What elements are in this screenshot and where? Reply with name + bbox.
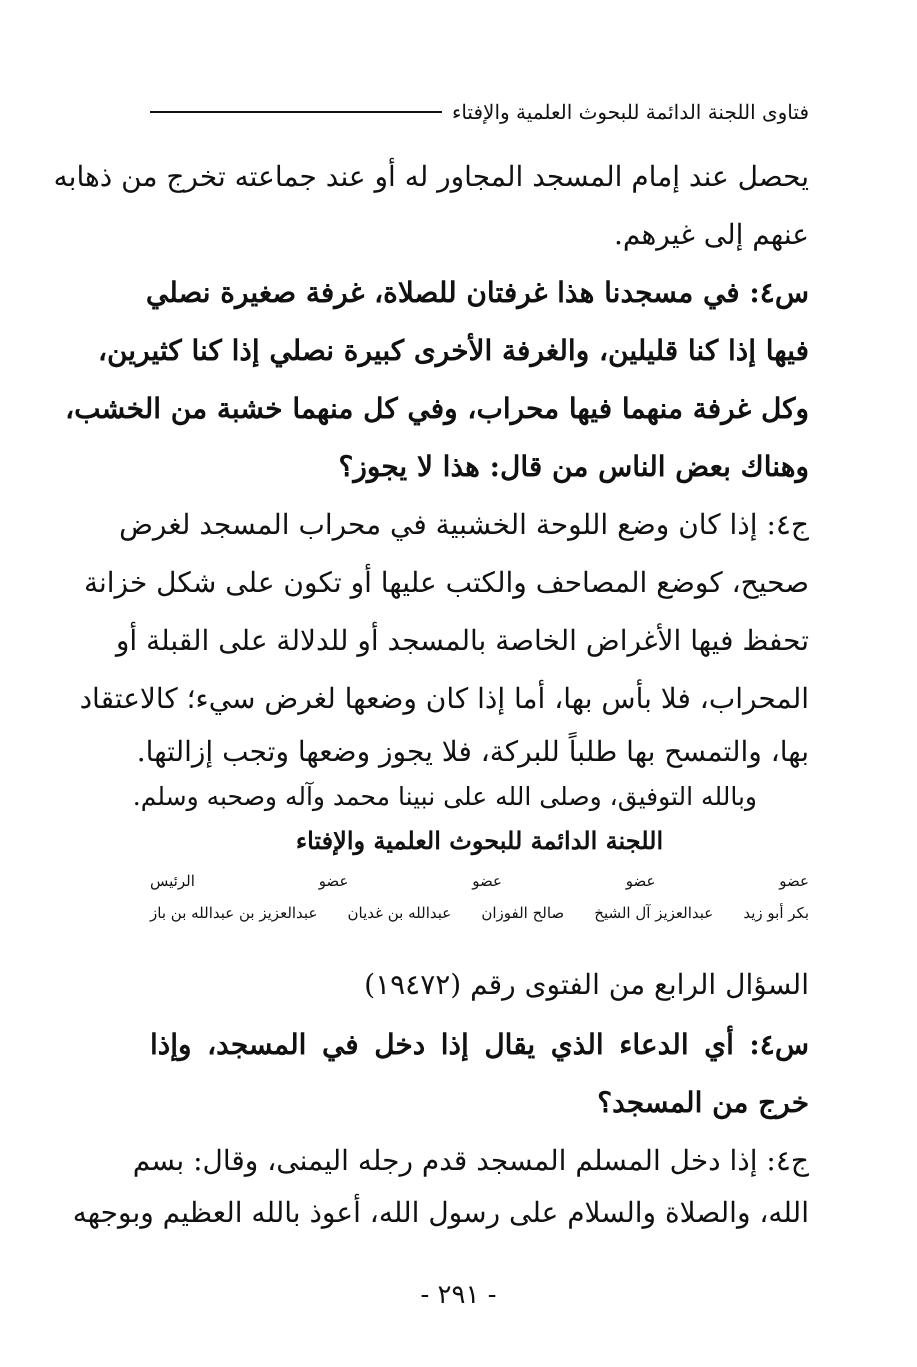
intro-line-2: عنهم إلى غيرهم. bbox=[614, 218, 809, 251]
answer-2-line-2: الله، والصلاة والسلام على رسول الله، أعوذ بالله العظيم وبوجهه bbox=[72, 1196, 809, 1229]
question-1-line-3: وكل غرفة منهما فيها محراب، وفي كل منهما خشبة من الخشب، bbox=[65, 392, 809, 425]
signature-name-3: صالح الفوزان bbox=[481, 904, 565, 922]
signature-name-1: بكر أبو زيد bbox=[743, 904, 809, 922]
question-1-line-4: وهناك بعض الناس من قال: هذا لا يجوز؟ bbox=[338, 450, 809, 483]
signature-name-5: عبدالعزيز بن عبدالله بن باز bbox=[150, 904, 318, 922]
fatwa-reference: السؤال الرابع من الفتوى رقم (١٩٤٧٢) bbox=[364, 968, 809, 1001]
signature-title-5: الرئيس bbox=[150, 872, 195, 890]
header-rule bbox=[150, 111, 442, 113]
answer-1-line-4: المحراب، فلا بأس بها، أما إذا كان وضعها لغرض سيء؛ كالاعتقاد bbox=[79, 682, 809, 715]
signature-name-2: عبدالعزيز آل الشيخ bbox=[594, 904, 714, 922]
answer-1-line-2: صحيح، كوضع المصاحف والكتب عليها أو تكون على شكل خزانة bbox=[83, 566, 809, 599]
header-title: فتاوى اللجنة الدائمة للبحوث العلمية والإفتاء bbox=[451, 100, 809, 124]
answer-2-line-1: ج٤: إذا دخل المسلم المسجد قدم رجله اليمنى، وقال: بسم bbox=[132, 1144, 809, 1177]
committee-name: اللجنة الدائمة للبحوث العلمية والإفتاء bbox=[295, 826, 664, 855]
question-2-line-2: خرج من المسجد؟ bbox=[597, 1086, 809, 1119]
question-1-line-2: فيها إذا كنا قليلين، والغرفة الأخرى كبيرة نصلي إذا كنا كثيرين، bbox=[97, 334, 809, 367]
signature-title-2: عضو bbox=[625, 872, 656, 890]
question-1-line-1: س٤: في مسجدنا هذا غرفتان للصلاة، غرفة صغيرة نصلي bbox=[145, 276, 809, 309]
answer-1-line-3: تحفظ فيها الأغراض الخاصة بالمسجد أو للدلالة على القبلة أو bbox=[115, 624, 809, 657]
answer-1-line-1: ج٤: إذا كان وضع اللوحة الخشبية في محراب المسجد لغرض bbox=[119, 508, 809, 541]
question-2-line-1: س٤: أي الدعاء الذي يقال إذا دخل في المسجد، وإذا bbox=[150, 1028, 809, 1061]
running-header bbox=[150, 100, 809, 124]
signature-title-3: عضو bbox=[472, 872, 502, 890]
signature-title-1: عضو bbox=[779, 872, 809, 890]
closing-line: وبالله التوفيق، وصلى الله على نبينا محمد وآله وصحبه وسلم. bbox=[132, 782, 757, 811]
signature-names bbox=[150, 904, 809, 922]
signature-title-4: عضو bbox=[318, 872, 349, 890]
signature-name-4: عبدالله بن غديان bbox=[347, 904, 452, 922]
answer-1-line-5: بها، والتمسح بها طلباً للبركة، فلا يجوز وضعها وتجب إزالتها. bbox=[136, 735, 809, 768]
signature-titles bbox=[150, 872, 809, 890]
page-number: - ٢٩١ - bbox=[420, 1280, 497, 1310]
intro-line-1: يحصل عند إمام المسجد المجاور له أو عند جماعته تخرج من ذهابه bbox=[53, 160, 809, 193]
